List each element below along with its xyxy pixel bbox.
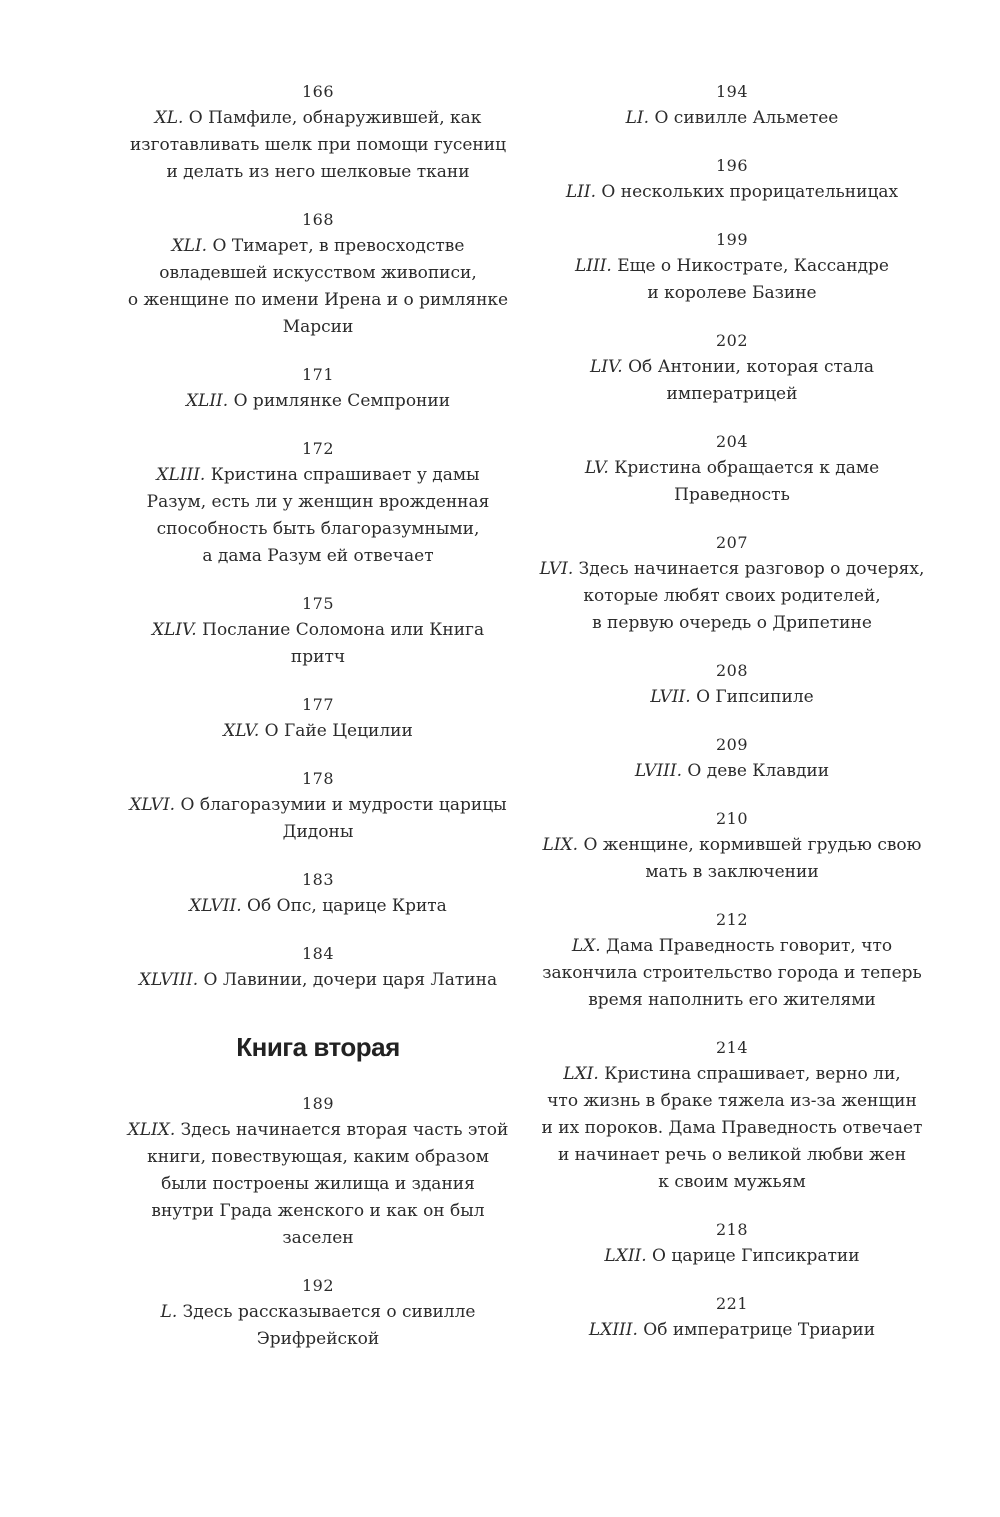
chapter-title: Здесь начинается вторая часть этой книги, повествующая, каким образом были построены жилища и здания внутри Града женского и как он был заселен	[147, 1120, 509, 1248]
toc-entry-title	[118, 718, 518, 745]
chapter-title: О благоразумии и мудрости царицы Дидоны	[180, 795, 507, 842]
toc-entry-title	[532, 556, 932, 637]
toc-page-number: 202	[715, 331, 749, 350]
toc-entry-title	[532, 179, 932, 206]
toc-right-entries	[532, 78, 932, 1344]
toc-page-number: 178	[301, 769, 335, 788]
chapter-numeral: XLII.	[185, 391, 229, 411]
toc-entry-title	[532, 1317, 932, 1344]
toc-entry[interactable]	[118, 940, 518, 994]
toc-left-entries-part2	[118, 1090, 518, 1353]
toc-page-number: 184	[301, 944, 335, 963]
toc-entry-title	[118, 105, 518, 186]
chapter-title: Послание Соломона или Книга притч	[202, 620, 485, 667]
toc-page-number: 199	[715, 230, 749, 249]
toc-entry[interactable]	[118, 206, 518, 341]
toc-page-number: 208	[715, 661, 749, 680]
chapter-numeral: XL.	[154, 108, 184, 128]
toc-entry[interactable]	[118, 78, 518, 186]
toc-entry[interactable]	[532, 1034, 932, 1196]
toc-entry[interactable]	[118, 691, 518, 745]
chapter-title: Дама Праведность говорит, что закончила строительство города и теперь время наполнить его жителями	[542, 936, 922, 1010]
toc-page-number: 210	[715, 809, 749, 828]
toc-entry-title	[118, 388, 518, 415]
chapter-numeral: LIV.	[590, 357, 623, 377]
chapter-title: О царице Гипсикратии	[646, 1246, 860, 1266]
chapter-numeral: XLVI.	[129, 795, 176, 815]
toc-page-number: 209	[715, 735, 749, 754]
chapter-numeral: LXI.	[563, 1064, 599, 1084]
chapter-numeral: LVI.	[539, 559, 574, 579]
toc-page-number: 207	[715, 533, 749, 552]
chapter-numeral: XLVIII.	[138, 970, 199, 990]
chapter-title: Об императрице Триарии	[637, 1320, 876, 1340]
toc-left-entries	[118, 78, 518, 994]
toc-entry-title	[532, 832, 932, 886]
chapter-title: О деве Клавдии	[682, 761, 830, 781]
toc-entry-title	[532, 455, 932, 509]
chapter-numeral: LIX.	[542, 835, 579, 855]
toc-entry[interactable]	[118, 435, 518, 570]
chapter-title: Еще о Никострате, Кассандре и королеве Базине	[617, 256, 889, 303]
toc-entry-title	[118, 1299, 518, 1353]
chapter-title: Кристина спрашивает у дамы Разум, есть ли у женщин врожденная способность быть благоразумными, а дама Разум ей отвечает	[146, 465, 490, 566]
toc-entry[interactable]	[118, 1090, 518, 1252]
chapter-title: Об Антонии, которая стала императрицей	[628, 357, 874, 404]
toc-entry-title	[118, 893, 518, 920]
chapter-numeral: LXII.	[604, 1246, 647, 1266]
toc-page-number: 204	[715, 432, 749, 451]
toc-page-number: 177	[301, 695, 335, 714]
chapter-numeral: XLV.	[223, 721, 260, 741]
toc-entry[interactable]	[532, 1290, 932, 1344]
toc-page-number: 175	[301, 594, 335, 613]
toc-entry[interactable]	[118, 1272, 518, 1353]
chapter-numeral: LIII.	[574, 256, 612, 276]
chapter-title: О римлянке Семпронии	[228, 391, 451, 411]
toc-entry-title	[118, 462, 518, 570]
chapter-title: О нескольких прорицательницах	[596, 182, 899, 202]
chapter-numeral: LV.	[584, 458, 609, 478]
toc-entry[interactable]	[532, 906, 932, 1014]
toc-entry[interactable]	[118, 590, 518, 671]
chapter-numeral: XLIV.	[151, 620, 197, 640]
chapter-title: Кристина обращается к даме Праведность	[614, 458, 880, 505]
chapter-numeral: L.	[160, 1302, 178, 1322]
section-heading-book-two: Книга вторая	[236, 1032, 400, 1062]
toc-entry-title	[532, 933, 932, 1014]
toc-entry-title	[118, 967, 518, 994]
chapter-numeral: LI.	[625, 108, 650, 128]
chapter-title: Кристина спрашивает, верно ли, что жизнь в браке тяжела из-за женщин и их пороков. Дама Праведность отвечает и начинает речь о великой любви жен к своим мужьям	[541, 1064, 923, 1192]
toc-left-column	[118, 78, 518, 1373]
toc-right-column	[532, 78, 932, 1364]
toc-entry[interactable]	[532, 731, 932, 785]
toc-entry[interactable]	[532, 805, 932, 886]
chapter-title: Здесь начинается разговор о дочерях, которые любят своих родителей, в первую очередь о Дрипетине	[578, 559, 925, 633]
chapter-title: О Гипсипиле	[690, 687, 814, 707]
toc-entry-title	[118, 617, 518, 671]
toc-page-number: 212	[715, 910, 749, 929]
toc-entry[interactable]	[118, 361, 518, 415]
chapter-numeral: XLIII.	[156, 465, 206, 485]
chapter-numeral: XLVII.	[189, 896, 242, 916]
toc-entry-title	[532, 253, 932, 307]
toc-entry-title	[532, 684, 932, 711]
chapter-title: Об Опс, царице Крита	[241, 896, 447, 916]
toc-entry[interactable]	[532, 226, 932, 307]
chapter-numeral: LX.	[571, 936, 601, 956]
toc-entry-title	[118, 1117, 518, 1252]
chapter-title: О Памфиле, обнаружившей, как изготавливать шелк при помощи гусениц и делать из него шелковые ткани	[129, 108, 507, 182]
toc-entry-title	[532, 758, 932, 785]
toc-page-number: 221	[715, 1294, 749, 1313]
toc-entry[interactable]	[532, 428, 932, 509]
toc-entry[interactable]	[532, 1216, 932, 1270]
toc-entry-title	[532, 1061, 932, 1196]
toc-entry[interactable]	[118, 765, 518, 846]
chapter-numeral: LVII.	[650, 687, 691, 707]
chapter-numeral: XLIX.	[127, 1120, 176, 1140]
toc-page-number: 214	[715, 1038, 749, 1057]
chapter-numeral: LXIII.	[588, 1320, 638, 1340]
chapter-title: О Гайе Цецилии	[259, 721, 413, 741]
chapter-title: О сивилле Альметее	[649, 108, 839, 128]
toc-page-number: 189	[301, 1094, 335, 1113]
chapter-numeral: XLI.	[171, 236, 208, 256]
toc-entry-title	[118, 792, 518, 846]
toc-page-number: 194	[715, 82, 749, 101]
toc-entry-title	[118, 233, 518, 341]
toc-entry-title	[532, 1243, 932, 1270]
toc-entry[interactable]	[532, 327, 932, 408]
toc-page-number: 166	[301, 82, 335, 101]
toc-page-number: 192	[301, 1276, 335, 1295]
chapter-numeral: LII.	[565, 182, 597, 202]
toc-page-number: 168	[301, 210, 335, 229]
toc-entry[interactable]	[532, 657, 932, 711]
chapter-title: Здесь рассказывается о сивилле Эрифрейской	[182, 1302, 476, 1349]
toc-entry[interactable]	[532, 529, 932, 637]
toc-page-number: 183	[301, 870, 335, 889]
toc-entry[interactable]	[532, 78, 932, 132]
chapter-title: О Тимарет, в превосходстве овладевшей искусством живописи, о женщине по имени Ирена и о римлянке Марсии	[127, 236, 509, 337]
toc-entry-title	[532, 105, 932, 132]
chapter-title: О Лавинии, дочери царя Латина	[198, 970, 498, 990]
toc-entry[interactable]	[532, 152, 932, 206]
toc-entry[interactable]	[118, 866, 518, 920]
chapter-numeral: LVIII.	[634, 761, 682, 781]
toc-page-number: 218	[715, 1220, 749, 1239]
toc-entry-title	[532, 354, 932, 408]
chapter-title: О женщине, кормившей грудью свою мать в заключении	[583, 835, 922, 882]
toc-page-number: 171	[301, 365, 335, 384]
toc-page-number: 172	[301, 439, 335, 458]
toc-page-number: 196	[715, 156, 749, 175]
